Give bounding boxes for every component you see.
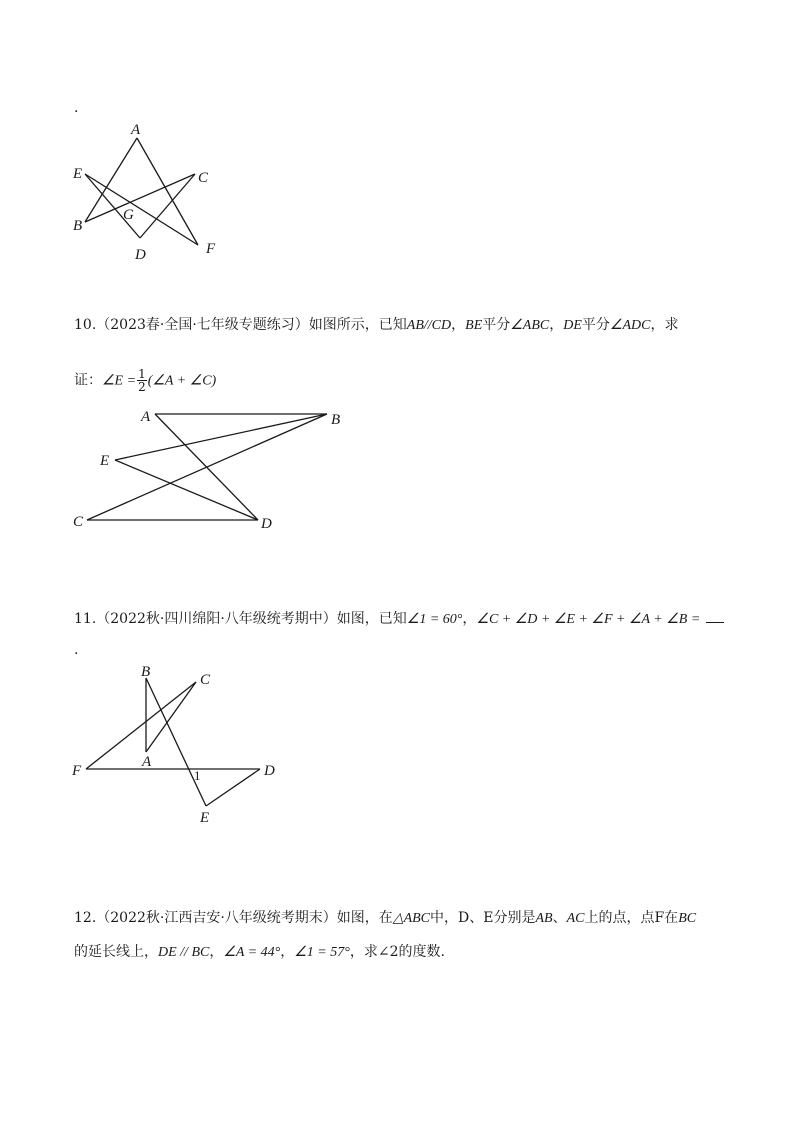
q12-line2-c: ， [280, 944, 295, 960]
label-b: B [331, 412, 341, 428]
q12-line2-d: ，求∠2的度数. [349, 944, 445, 960]
q11-sep1: ， [462, 611, 477, 627]
q12-triangle: △ABC [392, 911, 431, 926]
label-e: E [73, 166, 83, 182]
label-e: E [200, 810, 210, 826]
line-cb [87, 414, 327, 520]
figure-q11 [68, 660, 288, 830]
q10-cond3b: ∠ADC [609, 318, 651, 333]
q10-text3: 平分 [581, 317, 610, 333]
q11-line1 [74, 609, 724, 630]
q12-angle-1: ∠1 = 57° [294, 945, 350, 960]
q10-cond2b: ∠ABC [510, 318, 550, 333]
label-angle-1: 1 [194, 768, 201, 783]
q11-text1: 如图，已知 [336, 611, 407, 627]
q12-seg-bc: BC [678, 911, 697, 926]
label-d: D [261, 516, 272, 532]
q12-line2 [74, 942, 445, 963]
q12-seg-ab: AB [535, 911, 553, 926]
q12-line1 [74, 908, 696, 929]
q10-line2 [74, 368, 216, 393]
q12-text2: 中，D、E分别是 [430, 910, 536, 926]
label-f: F [206, 241, 216, 257]
q10-eq-left: ∠E = [102, 373, 137, 389]
label-a: A [141, 409, 151, 425]
line-d-c [140, 174, 195, 238]
line-b-c [85, 174, 195, 222]
q12-text1: 如图，在 [336, 910, 393, 926]
q12-source: （2022秋·江西吉安·八年级统考期末） [96, 910, 337, 926]
q11-answer-blank [706, 610, 724, 623]
q10-line1 [74, 315, 678, 336]
q10-source: （2023春·全国·七年级专题练习） [96, 317, 309, 333]
stray-dot: . [74, 100, 79, 116]
q10-cond3a: DE [563, 318, 582, 333]
q12-angle-a: ∠A = 44° [223, 945, 281, 960]
line-ed [115, 460, 258, 520]
q10-sep2: ， [549, 317, 564, 333]
line-de [206, 769, 260, 806]
label-e: E [100, 453, 110, 469]
label-a: A [142, 754, 152, 770]
q10-eq-right: (∠A + ∠C) [147, 373, 217, 389]
q10-tail: ，求 [650, 317, 679, 333]
label-d: D [264, 763, 275, 779]
label-a: A [131, 122, 141, 138]
q10-text2: 平分 [482, 317, 511, 333]
q11-line2: . [74, 642, 79, 658]
label-c: C [198, 170, 209, 186]
q12-line2-a: 的延长线上， [74, 944, 158, 960]
q11-expr: ∠C + ∠D + ∠E + ∠F + ∠A + ∠B = [476, 612, 701, 627]
label-d: D [135, 247, 146, 263]
q10-cond1: AB//CD [406, 318, 452, 333]
q10-cond2a: BE [465, 318, 483, 333]
q10-fraction [137, 368, 147, 393]
q10-sep1: ， [451, 317, 466, 333]
q10-text1: 如图所示，已知 [308, 317, 407, 333]
label-b: B [141, 664, 151, 680]
line-fc [86, 682, 196, 769]
label-f: F [72, 763, 82, 779]
q12-line2-b: ， [209, 944, 224, 960]
label-b: B [73, 218, 83, 234]
line-e-f [85, 174, 198, 245]
label-c: C [200, 672, 211, 688]
label-c: C [73, 514, 84, 530]
q12-number: 12. [74, 910, 97, 926]
q12-text4: 上的点，点F在 [584, 910, 679, 926]
figure-star [60, 118, 230, 268]
q10-frac-num: 1 [138, 367, 146, 381]
label-g: G [123, 207, 134, 223]
line-a-f [137, 138, 198, 245]
q12-parallel: DE // BC [158, 945, 210, 960]
line-e-d [85, 174, 140, 238]
q12-text3: 、 [552, 910, 567, 926]
q10-number: 10. [74, 317, 97, 333]
q11-cond1: ∠1 = 60° [406, 612, 463, 627]
figure-q10 [65, 402, 355, 537]
q11-source: （2022秋·四川绵阳·八年级统考期中） [96, 611, 337, 627]
q11-number: 11. [74, 611, 97, 627]
q10-frac-den: 2 [138, 380, 146, 394]
q10-line2-prefix: 证： [74, 372, 102, 389]
q12-seg-ac: AC [566, 911, 585, 926]
